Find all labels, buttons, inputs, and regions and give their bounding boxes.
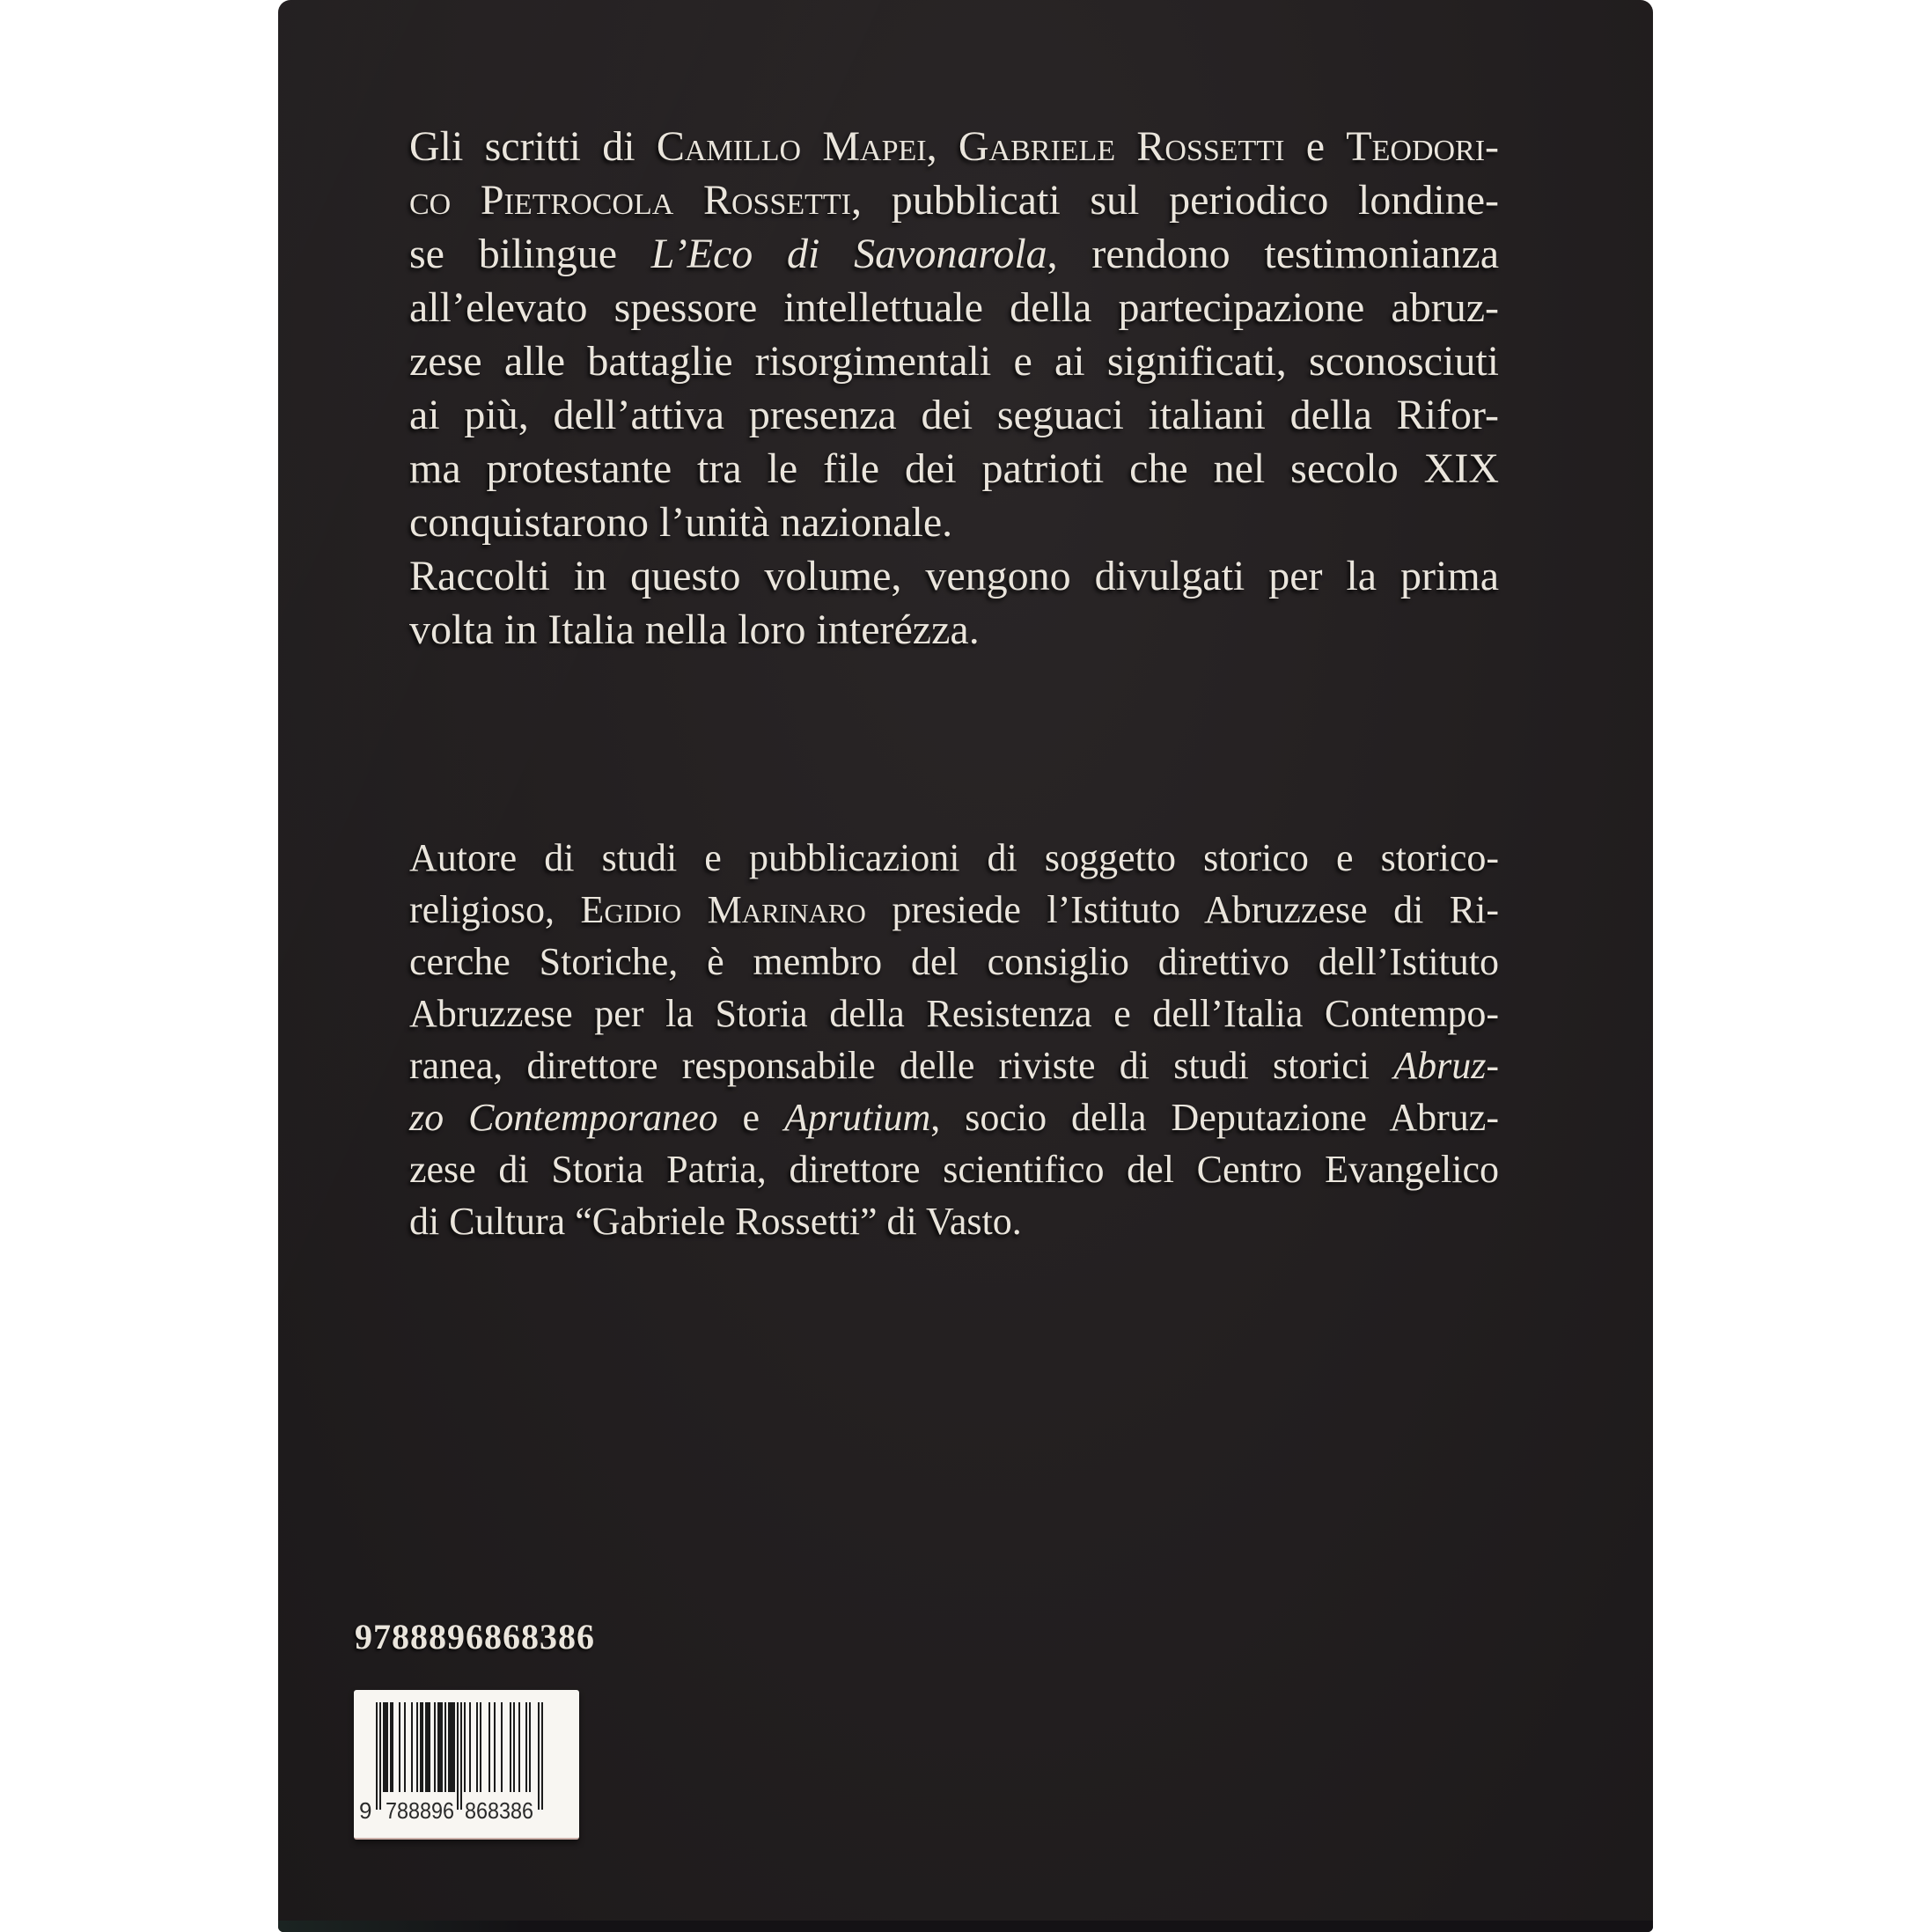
- plain-text: , rendono testimonianza: [1047, 231, 1499, 277]
- plain-text: conquistarono l’unità nazionale.: [409, 499, 953, 546]
- author-bio-paragraph: [409, 832, 1499, 1247]
- plain-text: ai più, dell’attiva presenza dei seguaci italiani della Rifor-: [409, 392, 1499, 438]
- text-line: [409, 1143, 1499, 1195]
- text-line: [409, 1091, 1499, 1143]
- plain-text: Abruzzese per la Storia della Resistenza e dell’Italia Contempo-: [409, 992, 1499, 1035]
- plain-text: , pubblicati sul periodico londine-: [851, 177, 1499, 224]
- small-caps-text: Camillo Mapei: [656, 123, 927, 170]
- plain-text: presiede l’Istituto Abruzzese di Ri-: [865, 888, 1499, 931]
- plain-text: di Cultura “Gabriele Rossetti” di Vasto.: [409, 1200, 1022, 1243]
- text-line: [409, 120, 1499, 173]
- plain-text: ma protestante tra le file dei patrioti che nel secolo XIX: [409, 445, 1499, 492]
- isbn-number: 9788896868386: [355, 1617, 595, 1657]
- plain-text: zese alle battaglie risorgimentali e ai significati, sconosciuti: [409, 338, 1499, 385]
- plain-text: e: [1284, 123, 1347, 170]
- text-line: [409, 442, 1499, 496]
- small-caps-text: co Pietrocola Rossetti: [409, 177, 851, 224]
- plain-text: cerche Storiche, è membro del consiglio direttivo dell’Istituto: [409, 940, 1499, 983]
- ean-barcode: [354, 1690, 579, 1840]
- text-line: [409, 603, 1499, 657]
- text-line: [409, 334, 1499, 388]
- text-line: [409, 549, 1499, 603]
- plain-text: Gli scritti di: [409, 123, 657, 170]
- book-bottom-edge: [278, 1921, 1653, 1932]
- text-line: [409, 496, 1499, 549]
- plain-text: ranea, direttore responsabile delle riviste di studi storici: [409, 1044, 1394, 1087]
- barcode-digits: 868386: [465, 1797, 533, 1824]
- text-line: [409, 832, 1499, 884]
- small-caps-text: Gabriele Rossetti: [958, 123, 1285, 170]
- plain-text: ,: [926, 123, 959, 170]
- italic-text: zo Contemporaneo: [409, 1096, 718, 1139]
- barcode-bars: [354, 1690, 579, 1838]
- italic-text: L’Eco di Savonarola: [650, 231, 1047, 277]
- plain-text: zese di Storia Patria, direttore scientifico del Centro Evangelico: [409, 1148, 1499, 1191]
- text-line: [409, 1195, 1499, 1247]
- plain-text: se bilingue: [409, 231, 651, 277]
- small-caps-text: Egidio Marinaro: [580, 888, 866, 931]
- plain-text: all’elevato spessore intellettuale della partecipazione abruz-: [409, 284, 1499, 331]
- synopsis-paragraph: [409, 120, 1499, 657]
- italic-text: Abruz-: [1393, 1044, 1499, 1087]
- italic-text: Aprutium: [784, 1096, 931, 1139]
- plain-text: e: [717, 1096, 785, 1139]
- plain-text: Raccolti in questo volume, vengono divulgati per la prima: [409, 553, 1499, 599]
- text-line: [409, 388, 1499, 442]
- text-line: [409, 936, 1499, 988]
- plain-text: religioso,: [409, 888, 581, 931]
- small-caps-text: Teodori-: [1346, 123, 1500, 170]
- plain-text: Autore di studi e pubblicazioni di soggetto storico e storico-: [409, 836, 1499, 879]
- text-line: [409, 1039, 1499, 1091]
- text-line: [409, 227, 1499, 281]
- barcode-digits: 788896: [386, 1797, 454, 1824]
- text-line: [409, 281, 1499, 334]
- barcode-digits: 9: [359, 1797, 372, 1824]
- plain-text: volta in Italia nella loro interézza.: [409, 606, 980, 653]
- book-back-cover: [278, 0, 1653, 1932]
- text-line: [409, 988, 1499, 1039]
- text-line: [409, 173, 1499, 227]
- text-line: [409, 884, 1499, 936]
- plain-text: , socio della Deputazione Abruz-: [930, 1096, 1499, 1139]
